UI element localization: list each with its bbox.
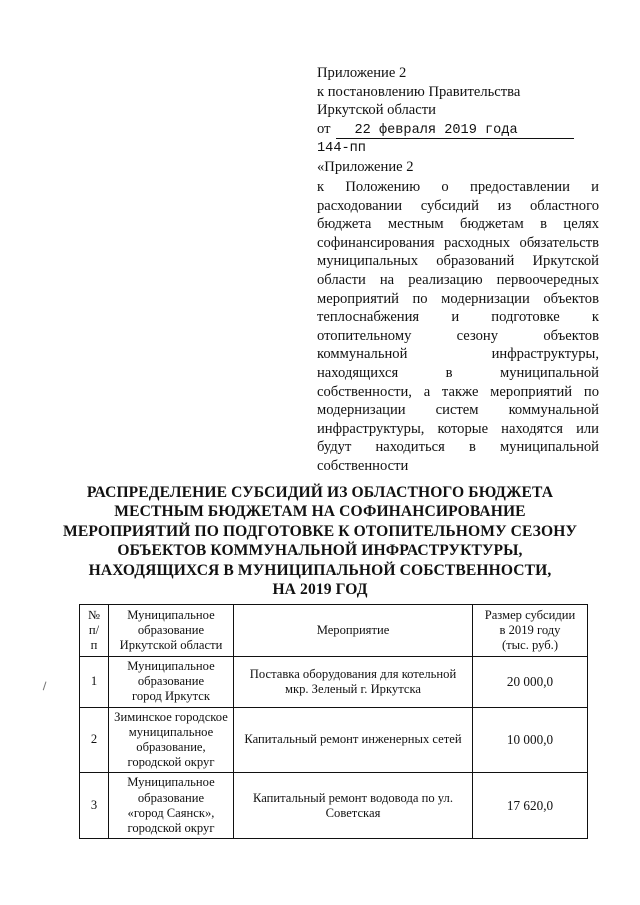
appendix-clause: к Положению о предоставлении и расходовании субсидий из областного бюджета местным бюджетам в целях софинансирования расходных обязательств муниципальных образований Иркутской области на реализацию первоочередных мероприятий по модернизации объектов теплоснабжения и подготовке к отопительному сезону объектов коммунальной инфраструктуры, находящихся в муниципальной собственности, а также мероприятий по модернизации систем коммунальной инфраструктуры, которые находятся или будут находиться в муниципальной собственности (317, 178, 599, 474)
row-amount: 10 000,0 (473, 707, 588, 773)
table-row (80, 773, 588, 839)
heading-line: НА 2019 ГОД (272, 581, 368, 599)
row-number: 1 (80, 657, 109, 708)
row-municipality: Муниципальное образование «город Саянск», городской округ (109, 773, 234, 839)
resolution-number: 144-пп (317, 140, 366, 156)
heading-line: МЕСТНЫМ БЮДЖЕТАМ НА СОФИНАНСИРОВАНИЕ (114, 503, 526, 521)
row-event: Капитальный ремонт водовода по ул. Советская (234, 773, 473, 839)
row-event: Капитальный ремонт инженерных сетей (234, 707, 473, 773)
header-number: № п/ п (80, 605, 109, 657)
margin-mark (43, 681, 51, 691)
header-municipality: Муниципальное образование Иркутской области (109, 605, 234, 657)
from-label: от (317, 120, 331, 137)
document-heading (60, 483, 580, 599)
heading-line: РАСПРЕДЕЛЕНИЕ СУБСИДИЙ ИЗ ОБЛАСТНОГО БЮДЖЕТА (86, 484, 554, 501)
table-row (80, 657, 588, 708)
inner-appendix-title: «Приложение 2 (317, 159, 414, 176)
appendix-block (317, 64, 599, 475)
appendix-date-line (317, 121, 574, 137)
appendix-resolution: к постановлению Правительства (317, 83, 521, 100)
header-amount: Размер субсидии в 2019 году (тыс. руб.) (473, 605, 588, 657)
row-number: 3 (80, 773, 109, 839)
row-municipality: Муниципальное образование город Иркутск (109, 657, 234, 708)
row-amount: 17 620,0 (473, 773, 588, 839)
heading-line: НАХОДЯЩИХСЯ В МУНИЦИПАЛЬНОЙ СОБСТВЕННОСТИ, (88, 561, 552, 579)
row-municipality: Зиминское городское муниципальное образование, городской округ (109, 707, 234, 773)
row-event: Поставка оборудования для котельной мкр. Зеленый г. Иркутска (234, 657, 473, 708)
heading-line: МЕРОПРИЯТИЙ ПО ПОДГОТОВКЕ К ОТОПИТЕЛЬНОМУ СЕЗОНУ (63, 522, 577, 540)
header-event: Мероприятие (234, 605, 473, 657)
heading-line: ОБЪЕКТОВ КОММУНАЛЬНОЙ ИНФРАСТРУКТУРЫ, (117, 542, 523, 560)
resolution-date: 22 февраля 2019 года (336, 124, 574, 139)
appendix-region: Иркутской области (317, 102, 436, 119)
table-row (80, 707, 588, 773)
table-header-row (80, 605, 588, 657)
row-number: 2 (80, 707, 109, 773)
row-amount: 20 000,0 (473, 657, 588, 708)
appendix-title: Приложение 2 (317, 65, 407, 81)
subsidy-table (79, 604, 588, 839)
